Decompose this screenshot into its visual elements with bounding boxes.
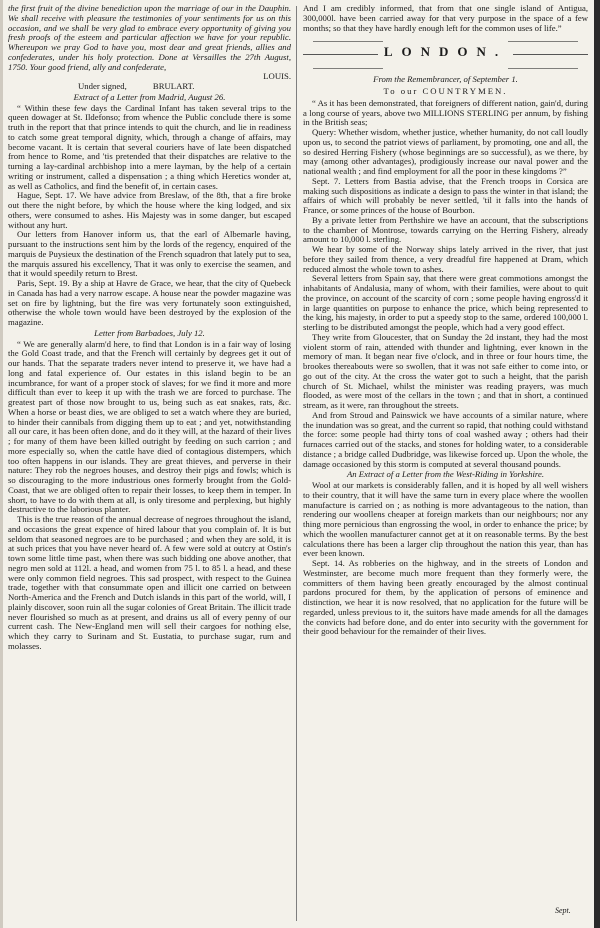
- article-norway: We hear by some of the Norway ships lately arrived in the river, that just before they sailed from thence, a very dreadful fire happened at Dram, which reduced almost the whole town to ashes.: [303, 244, 588, 274]
- article-wool: Wool at our markets is considerably fallen, and it is hoped by all well wishers to their country, that it will have the same turn in every place where the woollen manufacture is carried on ; as nothing is more advantageous to the nation, than rendering our woollens cheaper at foreign markets than our neighbours; nor any thing more pernicious than engrossing the wool, in order to enhance the price; by which the woollen manufacturer cannot get at it on reasonable terms. By the best calculations there has been a larger clip throughout the nation this year, than has ever been known.: [303, 480, 588, 559]
- article-robberies: Sept. 14. As robberies on the highway, and in the streets of London and Westminster, are become much more frequent than they formerly were, the committers of them having been greatly encouraged by the almost continual pardons procured for them, by the application of persons of eminence and distinction, we hear it is now resolved, that no application for the future will be regarded, unless previous to it, the suitors have made amends for all the damages the convicts had before done, and do enter into security with the government for their good behaviour for the remainder of their lives.: [303, 558, 588, 637]
- article-antigua: And I am credibly informed, that from that one single island of Antigua, 300,000l. have been carried away for that very purpose in the space of a few months; so that they have hardly enough left for the common uses of life.”: [303, 3, 588, 33]
- article-query: Query: Whether wisdom, whether justice, whether humanity, do not call loudly upon us, to second the patriot views of parliament, by promoting, one and all, the so desired Herring Fishery (whose beginnings are so successful), as we there, by may (among other advantages), prodigiously increase our naval power and the national wealth ; and find employment for all the poor in these kingdoms ?”: [303, 127, 588, 176]
- article-countrymen: “ As it has been demonstrated, that foreigners of different nation, gain'd, during a long course of years, above two MILLIONS STERLING per annum, by fishing in the British seas;: [303, 97, 588, 128]
- undersigned-label: Under signed,: [78, 81, 127, 91]
- page-gutter: [0, 0, 3, 928]
- signature-louis: LOUIS.: [263, 71, 291, 82]
- signature-line: [8, 82, 291, 92]
- heading-barbadoes-letter: Letter from Barbadoes, July 12.: [94, 327, 205, 338]
- masthead-ornament-right: [508, 41, 578, 69]
- heading-west-riding: An Extract of a Letter from the West-Riding in Yorkshire.: [346, 469, 545, 480]
- heading-madrid-letter: Extract of a Letter from Madrid, August 26.: [73, 91, 226, 102]
- article-paris: Paris, Sept. 19. By a ship at Havre de Grace, we hear, that the city of Quebeck in Canada has had a very narrow escape. A house near the powder magazine was set on fire by lightning, but the fire was very fortunately soon extinguished, otherwise the whole town would have been destroyed by the explosion of the magazine.: [8, 278, 291, 327]
- article-barbadoes: “ We are generally alarm'd here, to find that London is in a fair way of losing the Gold Coast trade, and that the French will certainly by degrees get it out of our hands. That the separate traders never intend to preserve it, we have had a long and fatal experience of. Our estates in this island begin to be an incumbrance, for want of a proper stock of slaves; for we find it more and more difficult than ever to keep it up with the trash we are forced to purchase. The greatest part of those now brought to us, being such as eat snakes, rats, &c. When a horse or beast dies, we are obliged to set a watch where they are buried, to hinder their cannibals from digging them up to eat ; and yet, notwithstanding all our care, it has been often done, and do it they will, at the hazard of their lives ; for many of them have been killed outright by feeding on such carrion ; and more especially so, when the cattle have died of contagious distempers, which too often happens in our islands. They are great thieves, and perverse in their nature: They rob the negroes houses, and destroy their pigs and fowls; which is so discouraging to the more industrious ones formerly brought from the Gold-Coast, that we are obliged often to repair their losses, to keep them in temper. In short, to have to do with them at all, is only tiresome and perplexing, but highly destructive to the laborious planter.: [8, 338, 291, 515]
- article-negro-decrease: This is the true reason of the annual decrease of negroes throughout the island, and occasions the great expence of hired labour that you complain of. It is but seldom that seasoned negroes are to be purchased ; and when they are sold, it is at such prices that you have never heard of. A few were sold at outcry at Ostin's town some little time past, when there was such bidding one above another, that negro men sold at 112l. a head, and women from 75 l. to 85 l. a head, and these were only common field negroes. This sad prospect, with respect to the Guinea trade, together with that consummate open and illicit one carried on between North-America and the French and Dutch islands in this part of the world, will, I plainly discover, soon ruin all the sugar colonies of Great Britain. The illicit trade never flourished so much as at present, and drains us all of every penny of our current cash. The New-England men will sell their cargoes for nothing else, which they carry to Surinam and St. Eustatia, to purchase sugar, rum and molasses.: [8, 514, 291, 651]
- article-hague: Hague, Sept. 17. We have advice from Breslaw, of the 8th, that a fire broke out there the night before, by which the house where the king lodged, and six others, were consumed to ashes. His Majesty was in some danger, but escaped without any hurt.: [8, 190, 291, 230]
- column-divider: [296, 6, 297, 921]
- masthead-ornament-left: [313, 41, 383, 69]
- heading-remembrancer: From the Remembrancer, of September 1.: [373, 74, 518, 85]
- article-madrid: “ Within these few days the Cardinal Infant has taken several trips to the queen dowager at St. Ildefonso; from whence the Public conclude there is some truth in the report that that prince intends to quit the church, and lie in readiness to catch some great temporal dignity, which, through a change of affairs, may become vacant. It is certain that several couriers have of late been dispatched from hence to Rome, and 'tis pretended that their dispatches are relative to the turning a lay-cardinal archbishop into a mere layman, by the help of a certain writing or instrument, called a dispensation ; a thing which Heretics wonder at, as well as Catholics, and find the benefit of, in certain cases.: [8, 102, 291, 191]
- article-gloucester: They write from Gloucester, that on Sunday the 2d instant, they had the most violent storm of rain, attended with thunder and lightning, ever known in the memory of man. It began near five o'clock, and in three or four hours time, the brookes thereabouts were so swollen, that it was not safe either to come into, or go out of the city. At the cross the water got to such a height, that the parish church of St. Michael, whilst the minister was reading prayers, was much flooded, as were most of the cellars in the town ; and that in short, a continued stream, as it were, ran throughout the streets.: [303, 331, 588, 410]
- london-masthead: [303, 37, 588, 73]
- letter-closing-paragraph: the first fruit of the divine benediction upon the marriage of our in the Dauphin. We shall receive with pleasure the testimonies of your sentiments for us on this occasion, and we shall be very glad to embrace every opportunity of giving you fresh proofs of the esteem and particular affection we have for your republic. Whereupon we pray God to have you, most dear and great friends, allies and confederates, under his holy protection. Done at Versailles the 27th August, 1750. Your good friend, ally and confederate,: [8, 3, 291, 72]
- left-column: [8, 4, 291, 652]
- signature-brulart: BRULART.: [152, 81, 195, 91]
- article-bastia: Sept. 7. Letters from Bastia advise, that the French troops in Corsica are making such dispositions as indicate a design to pass the winter in that island; the affairs of which will probably be never settled, 'til it falls into the hands of France, or some princes of the house of Bourbon.: [303, 175, 588, 215]
- masthead-title: LONDON.: [378, 47, 513, 57]
- article-perthshire: By a private letter from Perthshire we have an account, that the subscriptions to the chamber of Montrose, towards carrying on the Herring Fishery, already amount to 10,000 l. sterling.: [303, 214, 588, 245]
- heading-countrymen: To our COUNTRYMEN.: [383, 86, 508, 96]
- right-column: [303, 4, 588, 637]
- page-edge: [594, 0, 600, 928]
- article-hanover: Our letters from Hanover inform us, that the earl of Albemarle having, pursuant to the instructions sent him by the lords of the regency, enquired of the marquis de Puysieux the destination of the French squadron that lately put to sea, the marquis assured his excellency, That it was only to exercise the seamen, and that it would speedily return to Brest.: [8, 229, 291, 279]
- catchword: Sept.: [555, 906, 571, 915]
- article-spain: Several letters from Spain say, that there were great commotions amongst the inhabitants of Andalusia, many of whom, with their families, were about to quit the province, on account of the scarcity of corn ; some people having engross'd it in large quantities on purpose to enhance the price, which being represented to the king, his majesty, in order to put a speedy stop to the same, ordered 100,000 l. sterling to be distributed amongst the people, which had a very good effect.: [303, 273, 588, 332]
- article-stroud: And from Stroud and Painswick we have accounts of a similar nature, where the inundation was so great, and the current so rapid, that nothing could withstand the force: some people had thirty tons of coal washed away ; others had their furnaces carried out of the stacks, and stones for holding water, to a considerable distance ; a bridge called Dudbridge, was likewise forced up. Upon the whole, the damage occasioned by this storm is computed at several thousand pounds.: [303, 409, 588, 469]
